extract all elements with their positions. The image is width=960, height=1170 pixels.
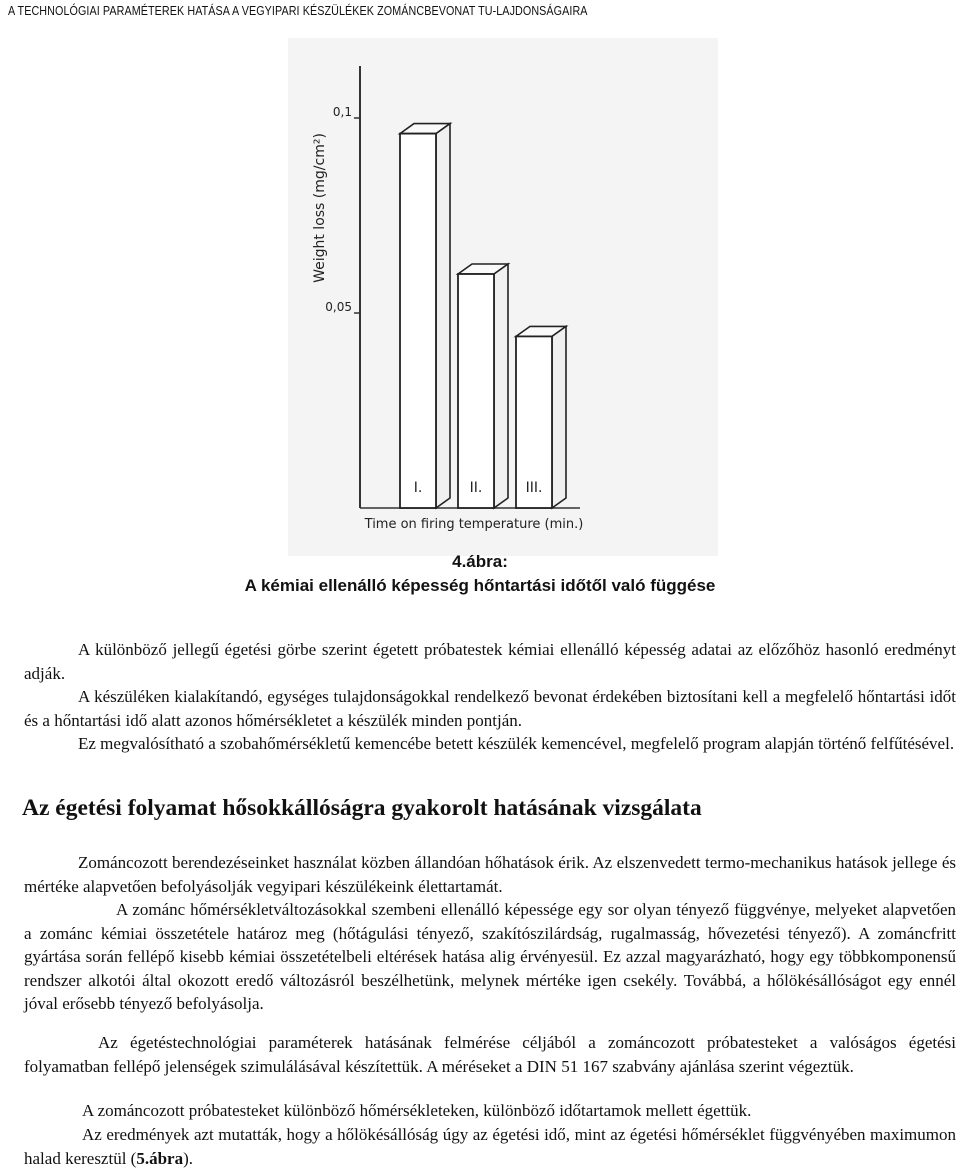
bar-side-face (436, 124, 450, 508)
figure-reference: 5.ábra (136, 1148, 184, 1168)
paragraph-text-end: ). (183, 1148, 194, 1168)
section-paragraph-1: Zománcozott berendezéseinket használat közben állandóan hőhatások érik. Az elszenvedett termo-mechanikus hatások jellege és mértéke alapvetően befolyásolják vegyipari készülékeink élettartamát. (24, 853, 956, 896)
bar-front-face (400, 134, 436, 508)
running-header: A TECHNOLÓGIAI PARAMÉTEREK HATÁSA A VEGYIPARI KÉSZÜLÉKEK ZOMÁNCBEVONAT TU-LAJDONSÁGAIRA (8, 4, 588, 18)
bar-side-face (494, 264, 508, 508)
paragraph-3: Ez megvalósítható a szobahőmérsékletű kemencébe betett készülék kemencével, megfelelő program alapján történő felfűtésével. (78, 734, 955, 753)
section-paragraph-4: A zománcozott próbatesteket különböző hőmérsékleteken, különböző időtartamok mellett égettük. (82, 1101, 752, 1120)
paragraph-1: A különböző jellegű égetési görbe szerint égetett próbatestek kémiai ellenálló képesség adatai az előzőhöz hasonló eredményt adják. (24, 640, 956, 683)
y-tick-label: 0,05 (325, 300, 352, 314)
section-paragraph-5 (24, 1123, 956, 1170)
bar-category-label: II. (469, 480, 483, 496)
figure-caption: A kémiai ellenálló képesség hőntartási időtől való függése (244, 576, 716, 595)
bar-category-label: III. (525, 480, 543, 496)
bar-front-face (458, 274, 494, 508)
y-axis-label: Weight loss (mg/cm²) (312, 133, 328, 283)
paragraph-text: Az eredmények azt mutatták, hogy a hőlökésállóság úgy az égetési idő, mint az égetési hőmérséklet függvényében maximumon halad keresztül ( (24, 1125, 956, 1168)
y-tick-label: 0,1 (332, 105, 352, 119)
bar-category-label: I. (413, 480, 423, 496)
section-paragraph-3: Az égetéstechnológiai paraméterek hatásának felmérése céljából a zománcozott próbatesteket a valóságos égetési folyamatban fellépő jelenségek szimulálásával készítettük. A méréseket a DIN 51 167 szabvány ajánlása szerint végeztük. (24, 1033, 956, 1076)
bar-chart (288, 38, 718, 556)
bar-side-face (552, 326, 566, 508)
figure-4 (288, 38, 718, 556)
bar-1 (400, 124, 450, 508)
section-paragraph-2: A zománc hőmérsékletváltozásokkal szembeni ellenálló képessége egy sor olyan tényező függvénye, melyeket alapvetően a zománc kémiai összetétele határoz meg (hőtágulási tényező, szakítószilárdság, rugalmasság, hővezetési tényező). A zománcfritt gyártása során fellépő kisebb kémiai összetételbeli eltérések hatása alig érvényesül. Ez azzal magyarázható, hogy egy többkomponensű rendszer alkotói által okozott eredő változásról beszélhetünk, melynek mértéke igen csekély. Továbbá, a hőlökésállóságot egy ennél jóval erősebb tényező befolyásolja. (24, 900, 956, 1013)
section-title: Az égetési folyamat hősokkállóságra gyakorolt hatásának vizsgálata (22, 795, 702, 821)
figure-label: 4.ábra: (452, 552, 508, 571)
bar-3 (516, 326, 566, 508)
x-axis-label: Time on firing temperature (min.) (364, 517, 584, 532)
bar-2 (458, 264, 508, 508)
paragraph-2: A készüléken kialakítandó, egységes tulajdonságokkal rendelkező bevonat érdekében biztosítani kell a megfelelő hőntartási időt és a hőntartási idő alatt azonos hőmérsékletet a készülék minden pontján. (24, 687, 956, 730)
